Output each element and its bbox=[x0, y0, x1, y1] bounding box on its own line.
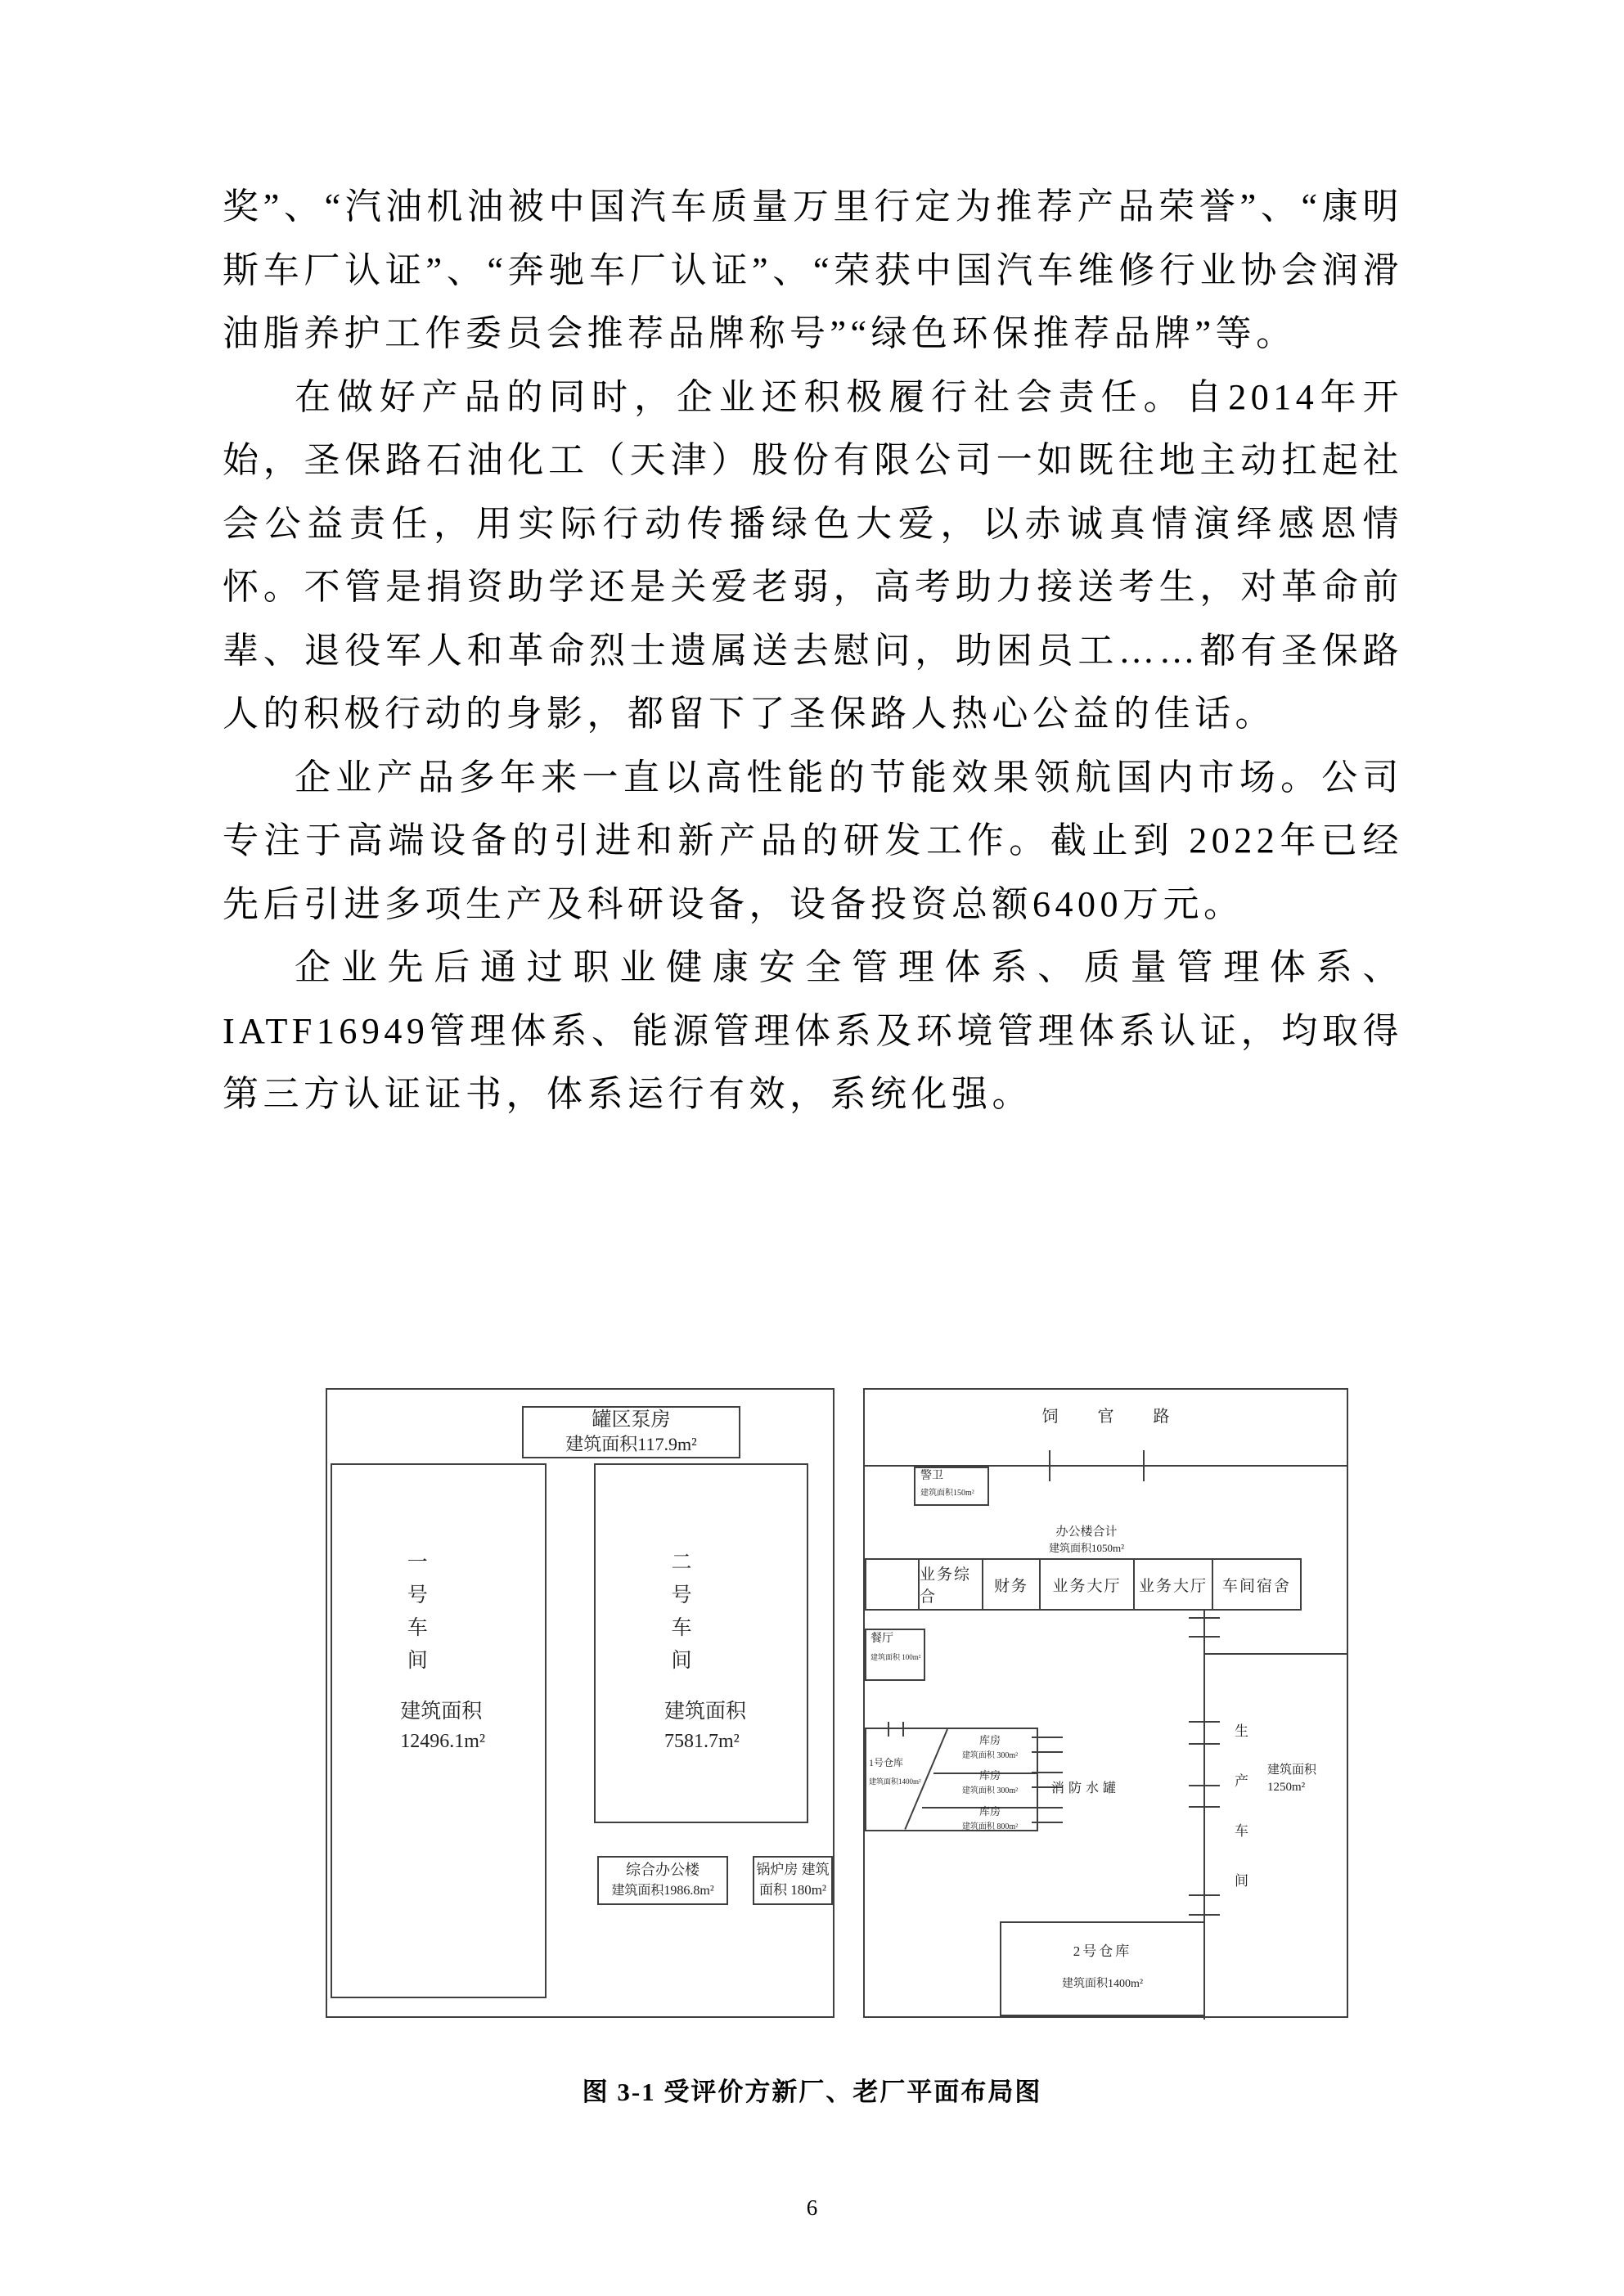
warehouse1-label bbox=[869, 1754, 921, 1791]
old-plant-panel bbox=[863, 1388, 1348, 2018]
storeroom-area: 建筑面积 300m² bbox=[961, 1751, 1019, 1760]
page-number: 6 bbox=[806, 2195, 818, 2220]
paragraph-certifications: 企业先后通过职业健康安全管理体系、质量管理体系、IATF16949管理体系、能源管理体系及环境管理体系认证，均取得第三方认证证书，体系运行有效，系统化强。 bbox=[223, 947, 1403, 1114]
pump-room-label: 罐区泵房 bbox=[592, 1409, 671, 1431]
office-row-cell-business-hall-1: 业务大厅 bbox=[1039, 1558, 1135, 1611]
office-row-cell-business-general: 业务综合 bbox=[918, 1558, 983, 1611]
office-row bbox=[865, 1558, 1302, 1611]
workshop1-label bbox=[400, 1551, 485, 1753]
door-dash bbox=[1189, 1894, 1220, 1896]
storeroom-row bbox=[942, 1733, 1038, 1763]
office-total-area: 建筑面积1050m² bbox=[1048, 1542, 1124, 1554]
office-row-cell-empty bbox=[865, 1558, 920, 1611]
office-row-cell-business-hall-2: 业务大厅 bbox=[1133, 1558, 1213, 1611]
workshop1-box bbox=[331, 1463, 547, 1998]
workshop1-area-label: 建筑面积 bbox=[400, 1701, 483, 1723]
paragraph-awards: 奖”、“汽油机油被中国汽车质量万里行定为推荐产品荣誉”、“康明斯车厂认证”、“奔驰车厂认证”、“荣获中国汽车维修行业协会润滑油脂养护工作委员会推荐品牌称号”“绿色环保推荐品牌”等。 bbox=[223, 186, 1403, 353]
door-dash bbox=[1032, 1751, 1063, 1753]
workshop1-name: 一号车间 bbox=[404, 1551, 427, 1682]
paragraph-equipment-investment: 企业产品多年来一直以高性能的节能效果领航国内市场。公司专注于高端设备的引进和新产品的研发工作。截止到 2022年已经先后引进多项生产及科研设备，设备投资总额6400万元。 bbox=[223, 757, 1403, 924]
figure-caption: 图 3-1 受评价方新厂、老厂平面布局图 bbox=[582, 2078, 1042, 2106]
workshop2-label bbox=[664, 1551, 746, 1753]
warehouse1-name: 1号仓库 bbox=[869, 1757, 904, 1768]
warehouse2-name: 2号仓库 bbox=[1073, 1943, 1132, 1959]
door-dash bbox=[1032, 1772, 1063, 1773]
guard-label: 警卫 bbox=[920, 1470, 943, 1482]
warehouse1-area: 建筑面积1400m² bbox=[869, 1777, 921, 1786]
guard-area: 建筑面积150m² bbox=[920, 1489, 974, 1498]
office-building-box bbox=[597, 1856, 728, 1905]
production-top-line bbox=[1203, 1653, 1348, 1655]
door-dash bbox=[1032, 1737, 1063, 1738]
canteen-area: 建筑面积 100m² bbox=[870, 1653, 921, 1661]
door-dash bbox=[1189, 1914, 1220, 1916]
body-text bbox=[223, 175, 1403, 1126]
warehouse1-complex bbox=[865, 1728, 1038, 1831]
production-area-line2: 1250m² bbox=[1267, 1781, 1306, 1794]
road-tick bbox=[1049, 1450, 1050, 1481]
paragraph-social-responsibility: 在做好产品的同时，企业还积极履行社会责任。自2014年开始，圣保路石油化工（天津）股份有限公司一如既往地主动扛起社会公益责任，用实际行动传播绿色大爱，以赤诚真情演绎感恩情怀。不管是捐资助学还是关爱老弱，高考助力接送考生，对革命前辈、退役军人和革命烈士遗属送去慰问，助困员工……都有圣保路人的积极行动的身影，都留下了圣保路人热心公益的佳话。 bbox=[223, 376, 1403, 734]
canteen-box bbox=[865, 1629, 925, 1681]
office-row-cell-finance: 财务 bbox=[982, 1558, 1041, 1611]
guard-box bbox=[914, 1467, 989, 1506]
door-dash bbox=[1189, 1617, 1220, 1619]
storeroom-name: 库房 bbox=[978, 1805, 1001, 1817]
office-building-label: 综合办公楼 bbox=[626, 1862, 700, 1878]
storeroom-area: 建筑面积 800m² bbox=[961, 1822, 1019, 1831]
door-dash bbox=[1189, 1721, 1220, 1723]
storeroom-area: 建筑面积 300m² bbox=[961, 1786, 1019, 1795]
workshop2-name: 二号车间 bbox=[668, 1551, 691, 1682]
warehouse2-box bbox=[1000, 1921, 1205, 2016]
road-tick bbox=[1143, 1450, 1145, 1481]
door-dash bbox=[1189, 1806, 1220, 1808]
office-row-cell-dormitory: 车间宿舍 bbox=[1212, 1558, 1302, 1611]
storeroom-name: 库房 bbox=[978, 1769, 1001, 1782]
production-area-label bbox=[1267, 1762, 1346, 1796]
road-name-label: 饲官路 bbox=[1041, 1408, 1209, 1426]
production-workshop-label: 生产车间 bbox=[1232, 1723, 1248, 1923]
production-area-line1: 建筑面积 bbox=[1267, 1764, 1317, 1777]
door-dash bbox=[1189, 1743, 1220, 1745]
door-tick bbox=[902, 1722, 904, 1737]
storeroom-row bbox=[942, 1804, 1038, 1834]
warehouse2-area: 建筑面积1400m² bbox=[1061, 1978, 1144, 1990]
plant-layout-figure bbox=[326, 1388, 1348, 2020]
canteen-label: 餐厅 bbox=[870, 1633, 893, 1645]
workshop2-area: 7581.7m² bbox=[664, 1731, 740, 1752]
new-plant-panel bbox=[326, 1388, 834, 2018]
storeroom-name: 库房 bbox=[978, 1734, 1001, 1746]
workshop1-area: 12496.1m² bbox=[400, 1731, 486, 1752]
office-total-label bbox=[996, 1524, 1177, 1557]
boiler-room-box: 锅炉房 建筑面积 180m² bbox=[753, 1856, 833, 1905]
storeroom-row bbox=[942, 1768, 1038, 1798]
door-dash bbox=[1189, 1636, 1220, 1638]
door-dash bbox=[1032, 1807, 1063, 1808]
pump-room-box bbox=[522, 1406, 740, 1458]
workshop2-area-label: 建筑面积 bbox=[664, 1701, 747, 1723]
door-dash bbox=[1032, 1822, 1063, 1823]
fire-water-tank-label: 消防水罐 bbox=[1051, 1782, 1121, 1795]
door-dash bbox=[1189, 1785, 1220, 1786]
workshop2-box bbox=[594, 1463, 808, 1823]
pump-room-area: 建筑面积117.9m² bbox=[565, 1434, 697, 1454]
office-total-line1: 办公楼合计 bbox=[1055, 1525, 1118, 1539]
door-tick bbox=[888, 1722, 889, 1737]
office-building-area: 建筑面积1986.8m² bbox=[611, 1884, 714, 1898]
